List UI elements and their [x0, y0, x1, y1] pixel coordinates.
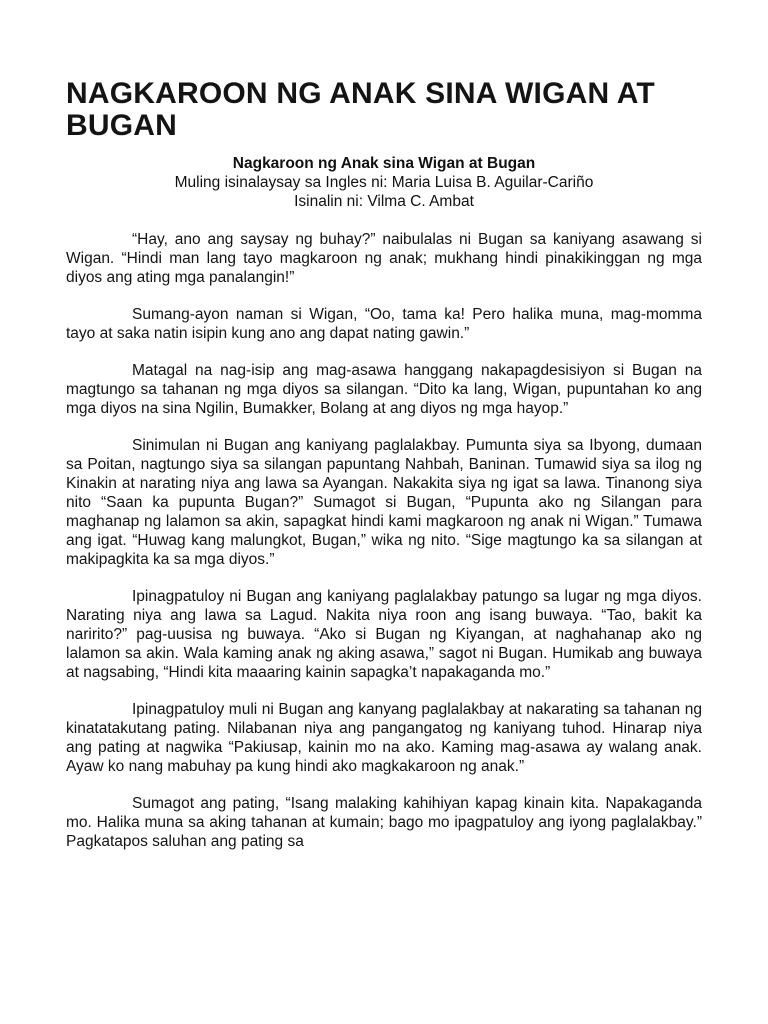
document-title: NAGKAROON NG ANAK SINA WIGAN AT BUGAN: [66, 77, 655, 142]
story-subtitle: Nagkaroon ng Anak sina Wigan at Bugan: [232, 155, 536, 172]
story-paragraph: Ipinagpatuloy muli ni Bugan ang kanyang paglalakbay at nakarating sa tahanan ng kinatatakutang pating. Nilabanan niya ang pangangatog ng kaniyang tuhod. Hinarap niya ang pating at nagwika “Pakiusap, kainin mo na ako. Kaming mag-asawa ay walang anak. Ayaw ko nang mabuhay pa kung hindi ako magkakaroon ng anak.”: [66, 701, 702, 775]
retold-by-credit: Muling isinalaysay sa Ingles ni: Maria Luisa B. Aguilar-Cariño: [174, 174, 594, 191]
story-paragraph: Matagal na nag-isip ang mag-asawa hanggang nakapagdesisiyon si Bugan na magtungo sa tahanan ng mga diyos sa silangan. “Dito ka lang, Wigan, pupuntahan ko ang mga diyos na sina Ngilin, Bumakker, Bolang at ang diyos ng mga hayop.”: [66, 362, 702, 417]
story-paragraph: Sumagot ang pating, “Isang malaking kahihiyan kapag kinain kita. Napakaganda mo. Halika muna sa aking tahanan at kumain; bago mo ipagpatuloy ang iyong paglalakbay.” Pagkatapos saluhan ang pating sa: [66, 795, 702, 850]
story-paragraph: Sumang-ayon naman si Wigan, “Oo, tama ka! Pero halika muna, mag-momma tayo at saka natin isipin kung ano ang dapat nating gawin.”: [66, 306, 702, 342]
translated-by-credit: Isinalin ni: Vilma C. Ambat: [294, 193, 474, 210]
story-paragraph: Ipinagpatuloy ni Bugan ang kaniyang paglalakbay patungo sa lugar ng mga diyos. Narating niya ang lawa sa Lagud. Nakita niya roon ang isang buwaya. “Tao, bakit ka naririto?” pag-uusisa ng buwaya. “Ako si Bugan ng Kiyangan, at naghahanap ako ng lalamon sa akin. Wala kaming anak ng aking asawa,” sagot ni Bugan. Humikab ang buwaya at nagsabing, “Hindi kita maaaring kainin sapagka’t napakaganda mo.”: [66, 588, 702, 681]
byline-block: [66, 154, 702, 211]
document-page: [66, 78, 702, 869]
story-paragraph: “Hay, ano ang saysay ng buhay?” naibulalas ni Bugan sa kaniyang asawang si Wigan. “Hindi man lang tayo magkaroon ng anak; mukhang hindi pinakikinggan ng mga diyos ang ating mga panalangin!”: [66, 231, 702, 286]
story-paragraph: Sinimulan ni Bugan ang kaniyang paglalakbay. Pumunta siya sa Ibyong, dumaan sa Poitan, nagtungo siya sa silangan papuntang Nahbah, Baninan. Tumawid siya sa ilog ng Kinakin at narating niya ang lawa sa Ayangan. Nakakita siya ng igat sa lawa. Tinanong siya nito “Saan ka pupunta Bugan?” Sumagot si Bugan, “Pupunta ako ng Silangan para maghanap ng lalamon sa akin, sapagkat hindi kami magkaroon ng anak ni Wigan.” Tumawa ang igat. “Huwag kang malungkot, Bugan,” wika ng nito. “Sige magtungo ka sa silangan at makipagkita ka sa mga diyos.”: [66, 437, 702, 568]
story-body: [66, 230, 702, 851]
